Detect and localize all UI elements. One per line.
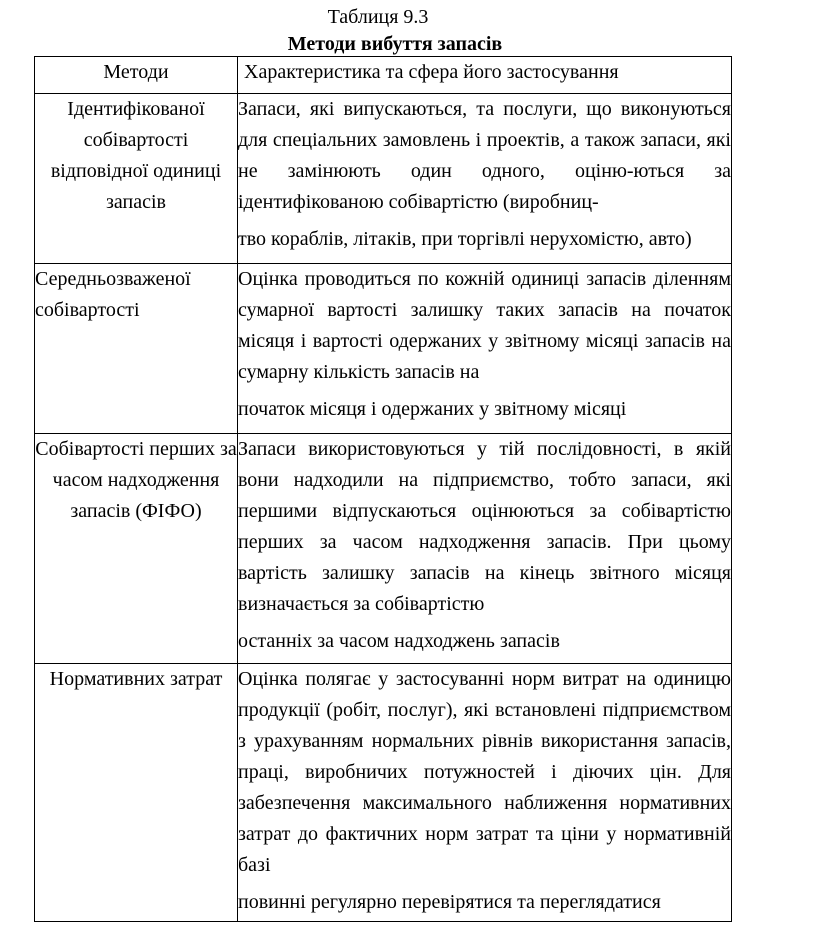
- method-cell: Середньозваженої собівартості: [35, 264, 238, 434]
- description-last-line: останніх за часом надходжень запасів: [238, 630, 560, 652]
- description-text: Запаси використовуються у тій послідовності, в якій вони надходили на підприємство, тобто запаси, які першими відпускаються оцінюються за собівартістю перших за часом надходження запасів. При цьому вартість залишку запасів на кінець звітного місяця визначається за собівартістю: [238, 438, 731, 615]
- table-number: Таблиця 9.3: [327, 6, 429, 28]
- description-cell: [238, 94, 732, 264]
- table-row: [35, 434, 732, 664]
- method-cell: Нормативних затрат: [35, 664, 238, 922]
- description-cell: [238, 434, 732, 664]
- description-last-line: початок місяця і одержаних у звітному місяці: [238, 398, 627, 420]
- description-last-line: тво кораблів, літаків, при торгівлі нерухомістю, авто): [238, 228, 692, 250]
- table-row: [35, 94, 732, 264]
- methods-table: [34, 56, 732, 922]
- description-text: Запаси, які випускаються, та послуги, що виконуються для спеціальних замовлень і проектів, а також запаси, які не замінюють один одного, оціню-ються за ідентифікованою собівартістю (виробниц-: [238, 98, 731, 213]
- description-text: Оцінка проводиться по кожній одиниці запасів діленням сумарної вартості залишку таких запасів на початок місяця і вартості одержаних у звітному місяці запасів на сумарну кількість запасів на: [238, 268, 731, 383]
- table-row: [35, 264, 732, 434]
- table-row: [35, 664, 732, 922]
- table-header-row: [35, 57, 732, 94]
- description-cell: [238, 264, 732, 434]
- method-cell: Собівартості перших за часом надходження запасів (ФІФО): [35, 434, 238, 664]
- method-cell: Ідентифікованої собівартості відповідної одиниці запасів: [35, 94, 238, 264]
- description-last-line: повинні регулярно перевірятися та переглядатися: [238, 891, 661, 913]
- description-text: Оцінка полягає у застосуванні норм витрат на одиницю продукції (робіт, послуг), які встановлені підприємством з урахуванням нормальних рівнів використання запасів, праці, виробничих потужностей і діючих цін. Для забезпечення максимального наближення нормативних затрат до фактичних норм затрат та ціни у нормативній базі: [238, 668, 731, 876]
- table-title: Методи вибуття запасів: [287, 33, 503, 55]
- header-description: Характеристика та сфера його застосування: [238, 57, 732, 94]
- header-methods: Методи: [35, 57, 238, 94]
- description-cell: [238, 664, 732, 922]
